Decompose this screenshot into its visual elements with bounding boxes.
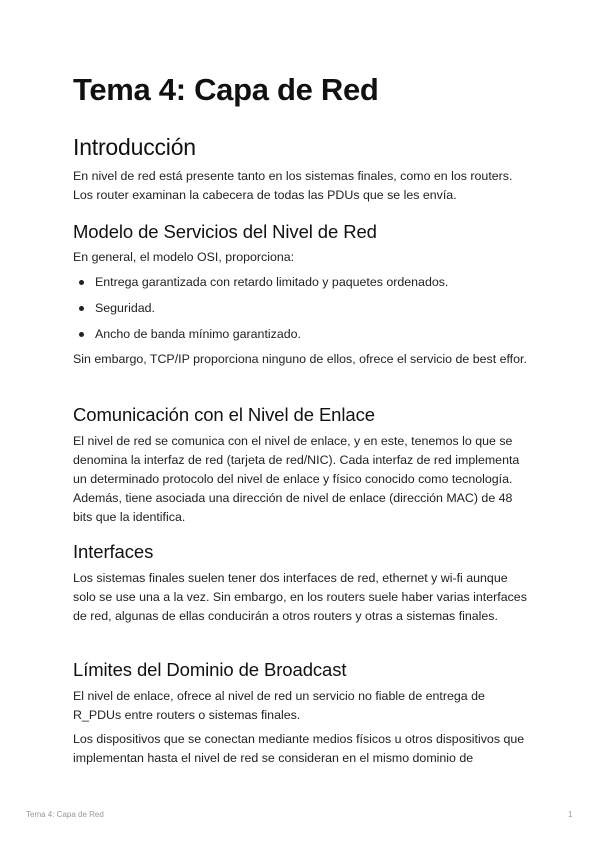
page-title: Tema 4: Capa de Red xyxy=(73,72,379,107)
paragraph-broadcast-1: El nivel de enlace, ofrece al nivel de red un servicio no fiable de entrega de R_PDUs entre routers o sistemas finales. xyxy=(73,689,485,722)
bullet-icon xyxy=(79,332,84,337)
heading-interfaces: Interfaces xyxy=(73,541,154,562)
heading-modelo-servicios: Modelo de Servicios del Nivel de Red xyxy=(73,221,377,242)
bullet-list-servicios xyxy=(73,273,533,351)
paragraph-interfaces: Los sistemas finales suelen tener dos interfaces de red, ethernet y wi-fi aunque solo se use una a la vez. Sin embargo, en los routers suele haber varias interfaces de red, algunas de ellas conducirán a otros routers y otras a sistemas finales. xyxy=(73,571,527,623)
paragraph-introduccion: En nivel de red está presente tanto en los sistemas finales, como en los routers. Los router examinan la cabecera de todas las PDUs que se les envía. xyxy=(73,169,513,202)
heading-broadcast: Límites del Dominio de Broadcast xyxy=(73,659,347,680)
heading-introduccion: Introducción xyxy=(73,134,196,160)
paragraph-enlace: El nivel de red se comunica con el nivel de enlace, y en este, tenemos lo que se denomina la interfaz de red (tarjeta de red/NIC). Cada interfaz de red implementa un determinado protocolo del nivel de enlace y físico conocido como tecnología. Además, tiene asociada una dirección de nivel de enlace (dirección MAC) de 48 bits que la identifica. xyxy=(73,434,520,524)
footer-title: Tema 4: Capa de Red xyxy=(26,810,104,819)
footer-page-number: 1 xyxy=(568,810,573,819)
heading-comunicacion-enlace: Comunicación con el Nivel de Enlace xyxy=(73,404,375,425)
list-item: Seguridad. xyxy=(73,299,533,325)
bullet-icon xyxy=(79,280,84,285)
list-item: Ancho de banda mínimo garantizado. xyxy=(73,325,533,351)
paragraph-tcpip: Sin embargo, TCP/IP proporciona ninguno de ellos, ofrece el servicio de best effor. xyxy=(73,352,527,366)
bullet-icon xyxy=(79,306,84,311)
paragraph-modelo-intro: En general, el modelo OSI, proporciona: xyxy=(73,250,295,264)
paragraph-broadcast-2: Los dispositivos que se conectan mediante medios físicos u otros dispositivos que implementan hasta el nivel de red se consideran en el mismo dominio de xyxy=(73,732,525,765)
list-item: Entrega garantizada con retardo limitado y paquetes ordenados. xyxy=(73,273,533,299)
